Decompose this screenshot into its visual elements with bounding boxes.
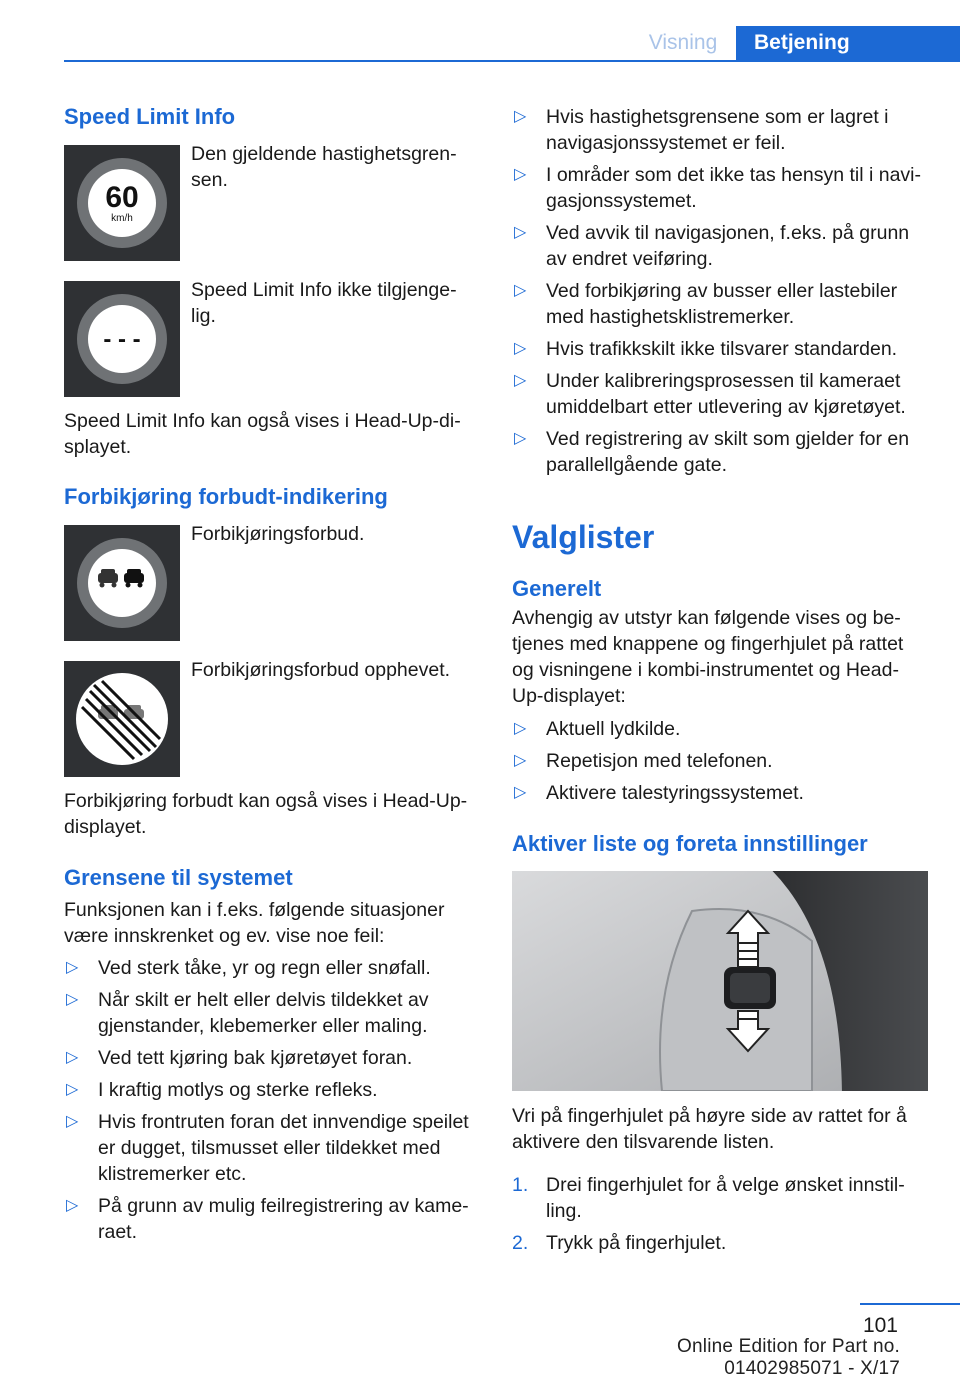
list-item: ▷ Under kalibreringsprosessen til kameraet umiddelbart etter utlevering av kjøretøyet. <box>514 370 906 418</box>
list-item: ▷ I områder som det ikke tas hensyn til i navi- gasjonssystemet. <box>514 164 921 212</box>
bullet-icon: ▷ <box>66 991 79 1008</box>
sign-dashes: - - - <box>103 326 141 353</box>
page-number: 101 <box>862 1314 898 1337</box>
list-item: 2. Trykk på fingerhjulet. <box>512 1232 727 1254</box>
tab-visning[interactable]: Visning <box>648 31 718 54</box>
speed-limit-unavailable-caption: Speed Limit Info ikke tilgjenge- lig. <box>191 279 457 327</box>
aktiver-steps <box>512 1172 932 1256</box>
bullet-icon: ▷ <box>514 340 527 357</box>
list-item: ▷ På grunn av mulig feilregistrering av kame- raet. <box>66 1195 469 1243</box>
list-item: ▷ Ved registrering av skilt som gjelder for en parallellgående gate. <box>514 428 910 476</box>
bullet-icon: ▷ <box>514 430 527 447</box>
header-rule <box>64 60 960 62</box>
tab-betjening[interactable]: Betjening <box>736 26 960 62</box>
list-item: ▷ Repetisjon med telefonen. <box>514 750 773 772</box>
list-item: ▷ I kraftig motlys og sterke refleks. <box>66 1079 378 1101</box>
sign-speed-value: 60 <box>105 181 139 214</box>
list-item: 1. Drei fingerhjulet for å velge ønsket innstil- ling. <box>512 1174 905 1222</box>
limits-list <box>64 955 484 1245</box>
speed-limit-current-caption: Den gjeldende hastighetsgren- sen. <box>191 143 457 191</box>
step-number: 1. <box>512 1174 529 1196</box>
footer-rule <box>860 1303 960 1305</box>
list-item: ▷ Ved sterk tåke, yr og regn eller snøfall. <box>66 957 431 979</box>
list-item: ▷ Hvis trafikkskilt ikke tilsvarer standarden. <box>514 338 898 360</box>
generelt-text: Avhengig av utstyr kan følgende vises og be- tjenes med knappene og fingerhjulet på rattet og visningene i kombi-instrumentet og Head- Up-displayet: <box>512 607 904 707</box>
bullet-icon: ▷ <box>66 959 79 976</box>
limits-heading: Grensene til systemet <box>64 865 293 890</box>
limits-list-continued <box>512 104 932 478</box>
list-item: ▷ Aktivere talestyringssystemet. <box>514 782 804 804</box>
bullet-icon: ▷ <box>66 1197 79 1214</box>
limits-intro: Funksjonen kan i f.eks. følgende situasjoner være innskrenket og ev. vise noe feil: <box>64 899 445 947</box>
list-item: ▷ Hvis hastighetsgrensene som er lagret i navigasjonssystemet er feil. <box>514 106 889 154</box>
no-overtaking-caption: Forbikjøringsforbud. <box>191 523 365 545</box>
generelt-list <box>512 716 932 806</box>
edition-footer: Online Edition for Part no. 01402985071 - X/17 <box>677 1336 900 1379</box>
sign-speed-unit: km/h <box>111 213 133 224</box>
speed-limit-hud-note: Speed Limit Info kan også vises i Head-Up-di- splayet. <box>64 410 461 458</box>
end-no-overtaking-sign-icon <box>64 661 180 777</box>
bullet-icon: ▷ <box>66 1081 79 1098</box>
bullet-icon: ▷ <box>66 1049 79 1066</box>
list-item: ▷ Ved forbikjøring av busser eller lastebiler med hastighetsklistremerker. <box>514 280 898 328</box>
aktiver-heading: Aktiver liste og foreta innstillinger <box>512 831 868 856</box>
overtaking-heading: Forbikjøring forbudt-indikering <box>64 484 388 509</box>
speed-limit-unavailable-sign-icon <box>64 281 180 397</box>
bullet-icon: ▷ <box>514 108 527 125</box>
bullet-icon: ▷ <box>514 784 527 801</box>
speed-limit-heading: Speed Limit Info <box>64 104 236 129</box>
bullet-icon: ▷ <box>66 1113 79 1130</box>
list-item: ▷ Hvis frontruten foran det innvendige speilet er dugget, tilsmusset eller tildekket med klistremerker etc. <box>66 1111 469 1185</box>
speed-limit-60-sign-icon <box>64 145 180 261</box>
bullet-icon: ▷ <box>514 372 527 389</box>
bullet-icon: ▷ <box>514 166 527 183</box>
list-item: ▷ Når skilt er helt eller delvis tildekket av gjenstander, klebemerker eller maling. <box>66 989 429 1037</box>
list-item: ▷ Aktuell lydkilde. <box>514 718 681 740</box>
end-no-overtaking-caption: Forbikjøringsforbud opphevet. <box>191 659 451 681</box>
generelt-heading: Generelt <box>512 576 602 601</box>
step-number: 2. <box>512 1232 529 1254</box>
overtaking-hud-note: Forbikjøring forbudt kan også vises i Head-Up- displayet. <box>64 790 468 838</box>
bullet-icon: ▷ <box>514 720 527 737</box>
bullet-icon: ▷ <box>514 752 527 769</box>
valglister-title: Valglister <box>512 519 655 555</box>
bullet-icon: ▷ <box>514 282 527 299</box>
bullet-icon: ▷ <box>514 224 527 241</box>
list-item: ▷ Ved avvik til navigasjonen, f.eks. på grunn av endret veiføring. <box>514 222 910 270</box>
aktiver-caption: Vri på fingerhjulet på høyre side av rattet for å aktivere den tilsvarende listen. <box>512 1105 907 1153</box>
list-item: ▷ Ved tett kjøring bak kjøretøyet foran. <box>66 1047 413 1069</box>
steering-wheel-thumbwheel-image <box>512 871 928 1091</box>
no-overtaking-sign-icon <box>64 525 180 641</box>
